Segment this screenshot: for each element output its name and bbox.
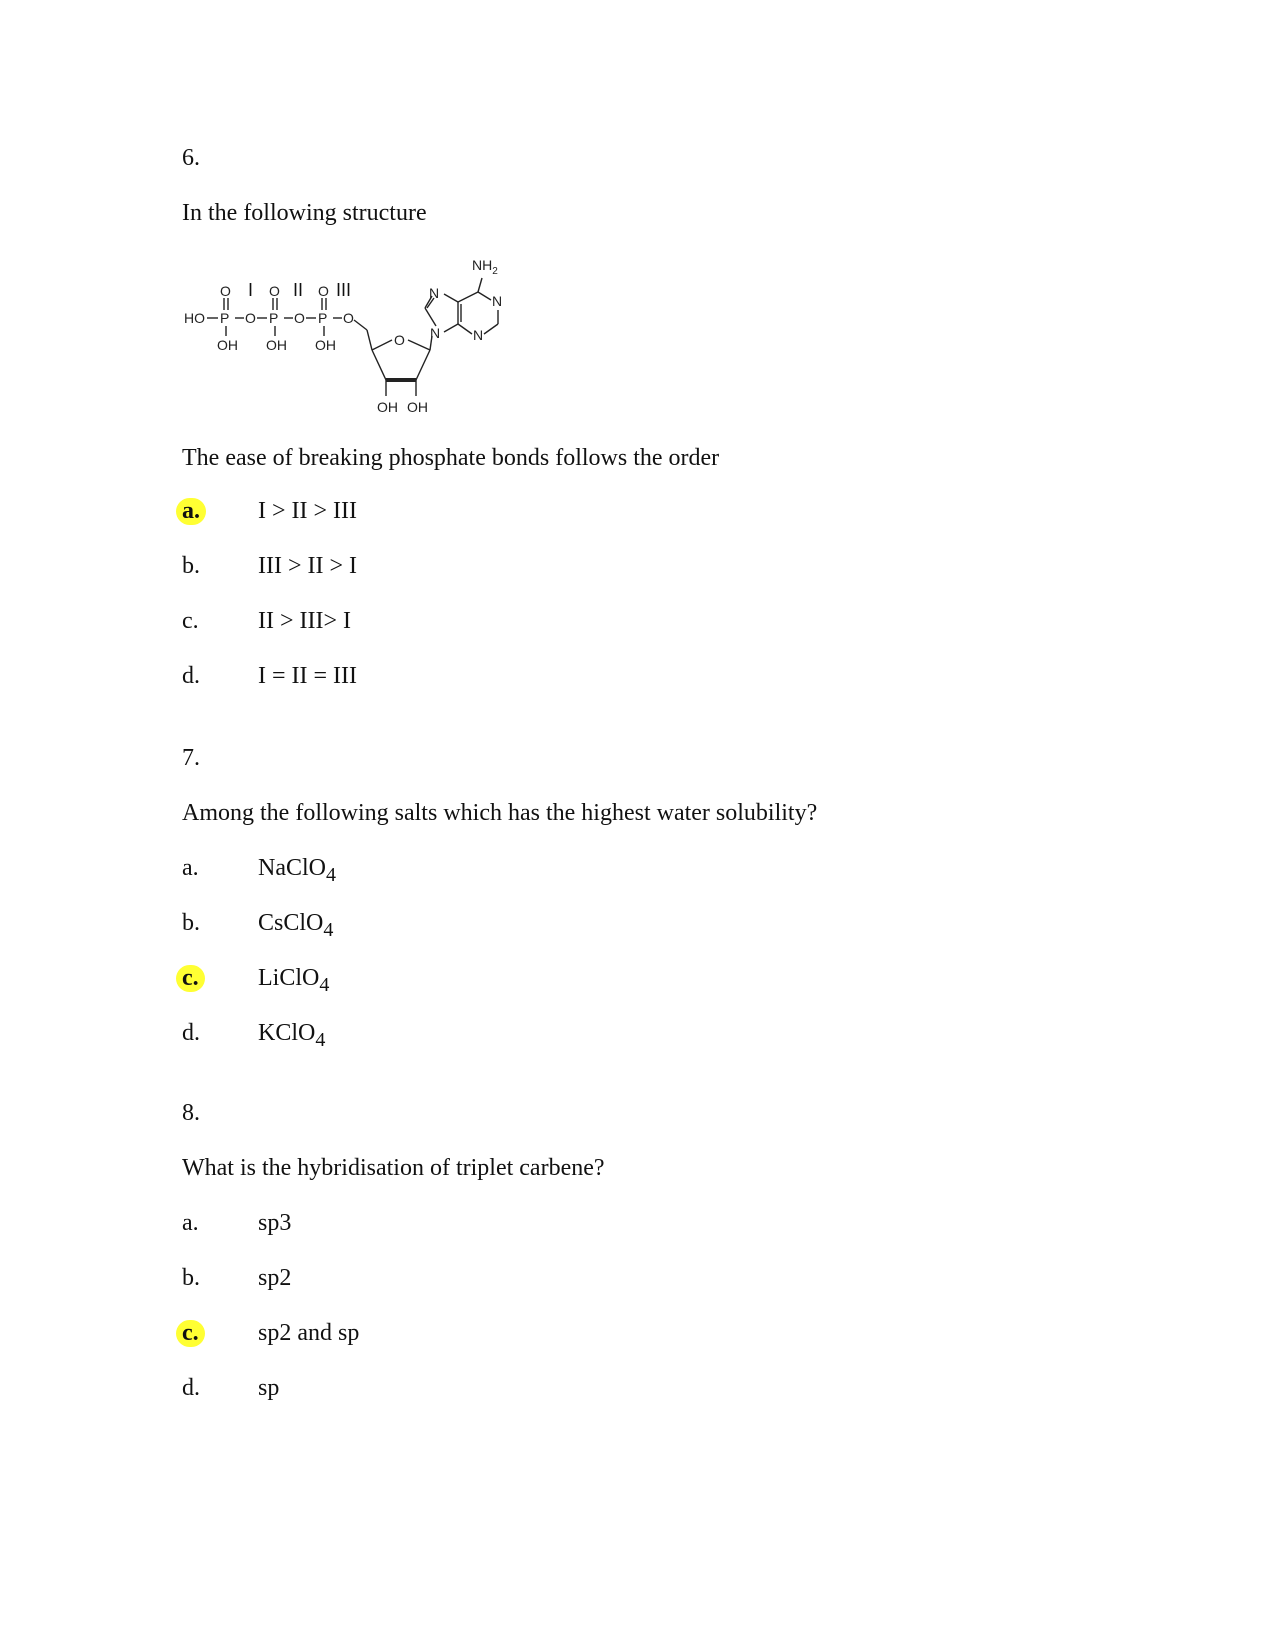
question-6-followup: The ease of breaking phosphate bonds follows the order (182, 445, 720, 471)
q7-option-a-text: NaClO$_4$ (258, 855, 336, 886)
bond-label-ii: II (293, 280, 304, 300)
q6-option-b-letter: b. (182, 553, 200, 579)
q6-option-d-text: I = II = III (258, 663, 358, 689)
bond-label-iii: III (336, 280, 352, 300)
q6-option-a-text: I > II > III (258, 498, 358, 524)
oh-label-1: OH (217, 337, 238, 353)
q7-option-d-letter: d. (182, 1020, 200, 1046)
p-label-2: P (269, 310, 279, 326)
q8-option-a-text: sp3 (258, 1210, 292, 1236)
q7-option-c-letter: c. (176, 965, 205, 992)
q8-option-c-text: sp2 and sp (258, 1320, 360, 1346)
ho-label: HO (184, 310, 205, 326)
q8-option-d-letter: d. (182, 1375, 200, 1401)
p-label-3: P (318, 310, 328, 326)
q8-option-b-text: sp2 (258, 1265, 292, 1291)
oh-label-2: OH (266, 337, 287, 353)
o-bridge-2: O (294, 310, 305, 326)
q8-option-a-letter: a. (182, 1210, 199, 1236)
o-bridge-1: O (245, 310, 256, 326)
q7-option-d-text: KClO$_4$ (258, 1020, 326, 1051)
oh-ribose-1: OH (377, 399, 398, 415)
atp-structure-figure (182, 258, 542, 438)
question-7-number: 7. (182, 745, 200, 771)
q6-option-c-text: II > III> I (258, 608, 352, 634)
q6-option-d-letter: d. (182, 663, 200, 689)
q6-option-b-text: III > II > I (258, 553, 358, 579)
n-label-7: N (429, 285, 440, 301)
oh-label-3: OH (315, 337, 336, 353)
n-label-1: N (492, 293, 503, 309)
q6-option-a-letter: a. (176, 498, 206, 525)
question-8-stem: What is the hybridisation of triplet carbene? (182, 1155, 605, 1181)
q7-option-c-text: LiClO$_4$ (258, 965, 330, 996)
o-bridge-3: O (343, 310, 354, 326)
p-label-1: P (220, 310, 230, 326)
o-top-1: O (220, 283, 231, 299)
o-top-2: O (269, 283, 280, 299)
q8-option-b-letter: b. (182, 1265, 200, 1291)
q8-option-d-text: sp (258, 1375, 280, 1401)
nh2-label: $NH_2$ (472, 258, 498, 277)
q7-option-b-letter: b. (182, 910, 200, 936)
n-label-3: N (473, 327, 484, 343)
o-ring-label: O (394, 332, 405, 348)
n-label-9: N (430, 325, 441, 341)
q6-option-c-letter: c. (182, 608, 199, 634)
question-7-stem: Among the following salts which has the highest water solubility? (182, 800, 818, 826)
q7-option-b-text: CsClO$_4$ (258, 910, 334, 941)
q7-option-a-letter: a. (182, 855, 199, 881)
oh-ribose-2: OH (407, 399, 428, 415)
question-8-number: 8. (182, 1100, 200, 1126)
bond-label-i: I (248, 280, 254, 300)
question-6-number: 6. (182, 145, 200, 171)
o-top-3: O (318, 283, 329, 299)
q8-option-c-letter: c. (176, 1320, 205, 1347)
question-6-stem: In the following structure (182, 200, 427, 226)
